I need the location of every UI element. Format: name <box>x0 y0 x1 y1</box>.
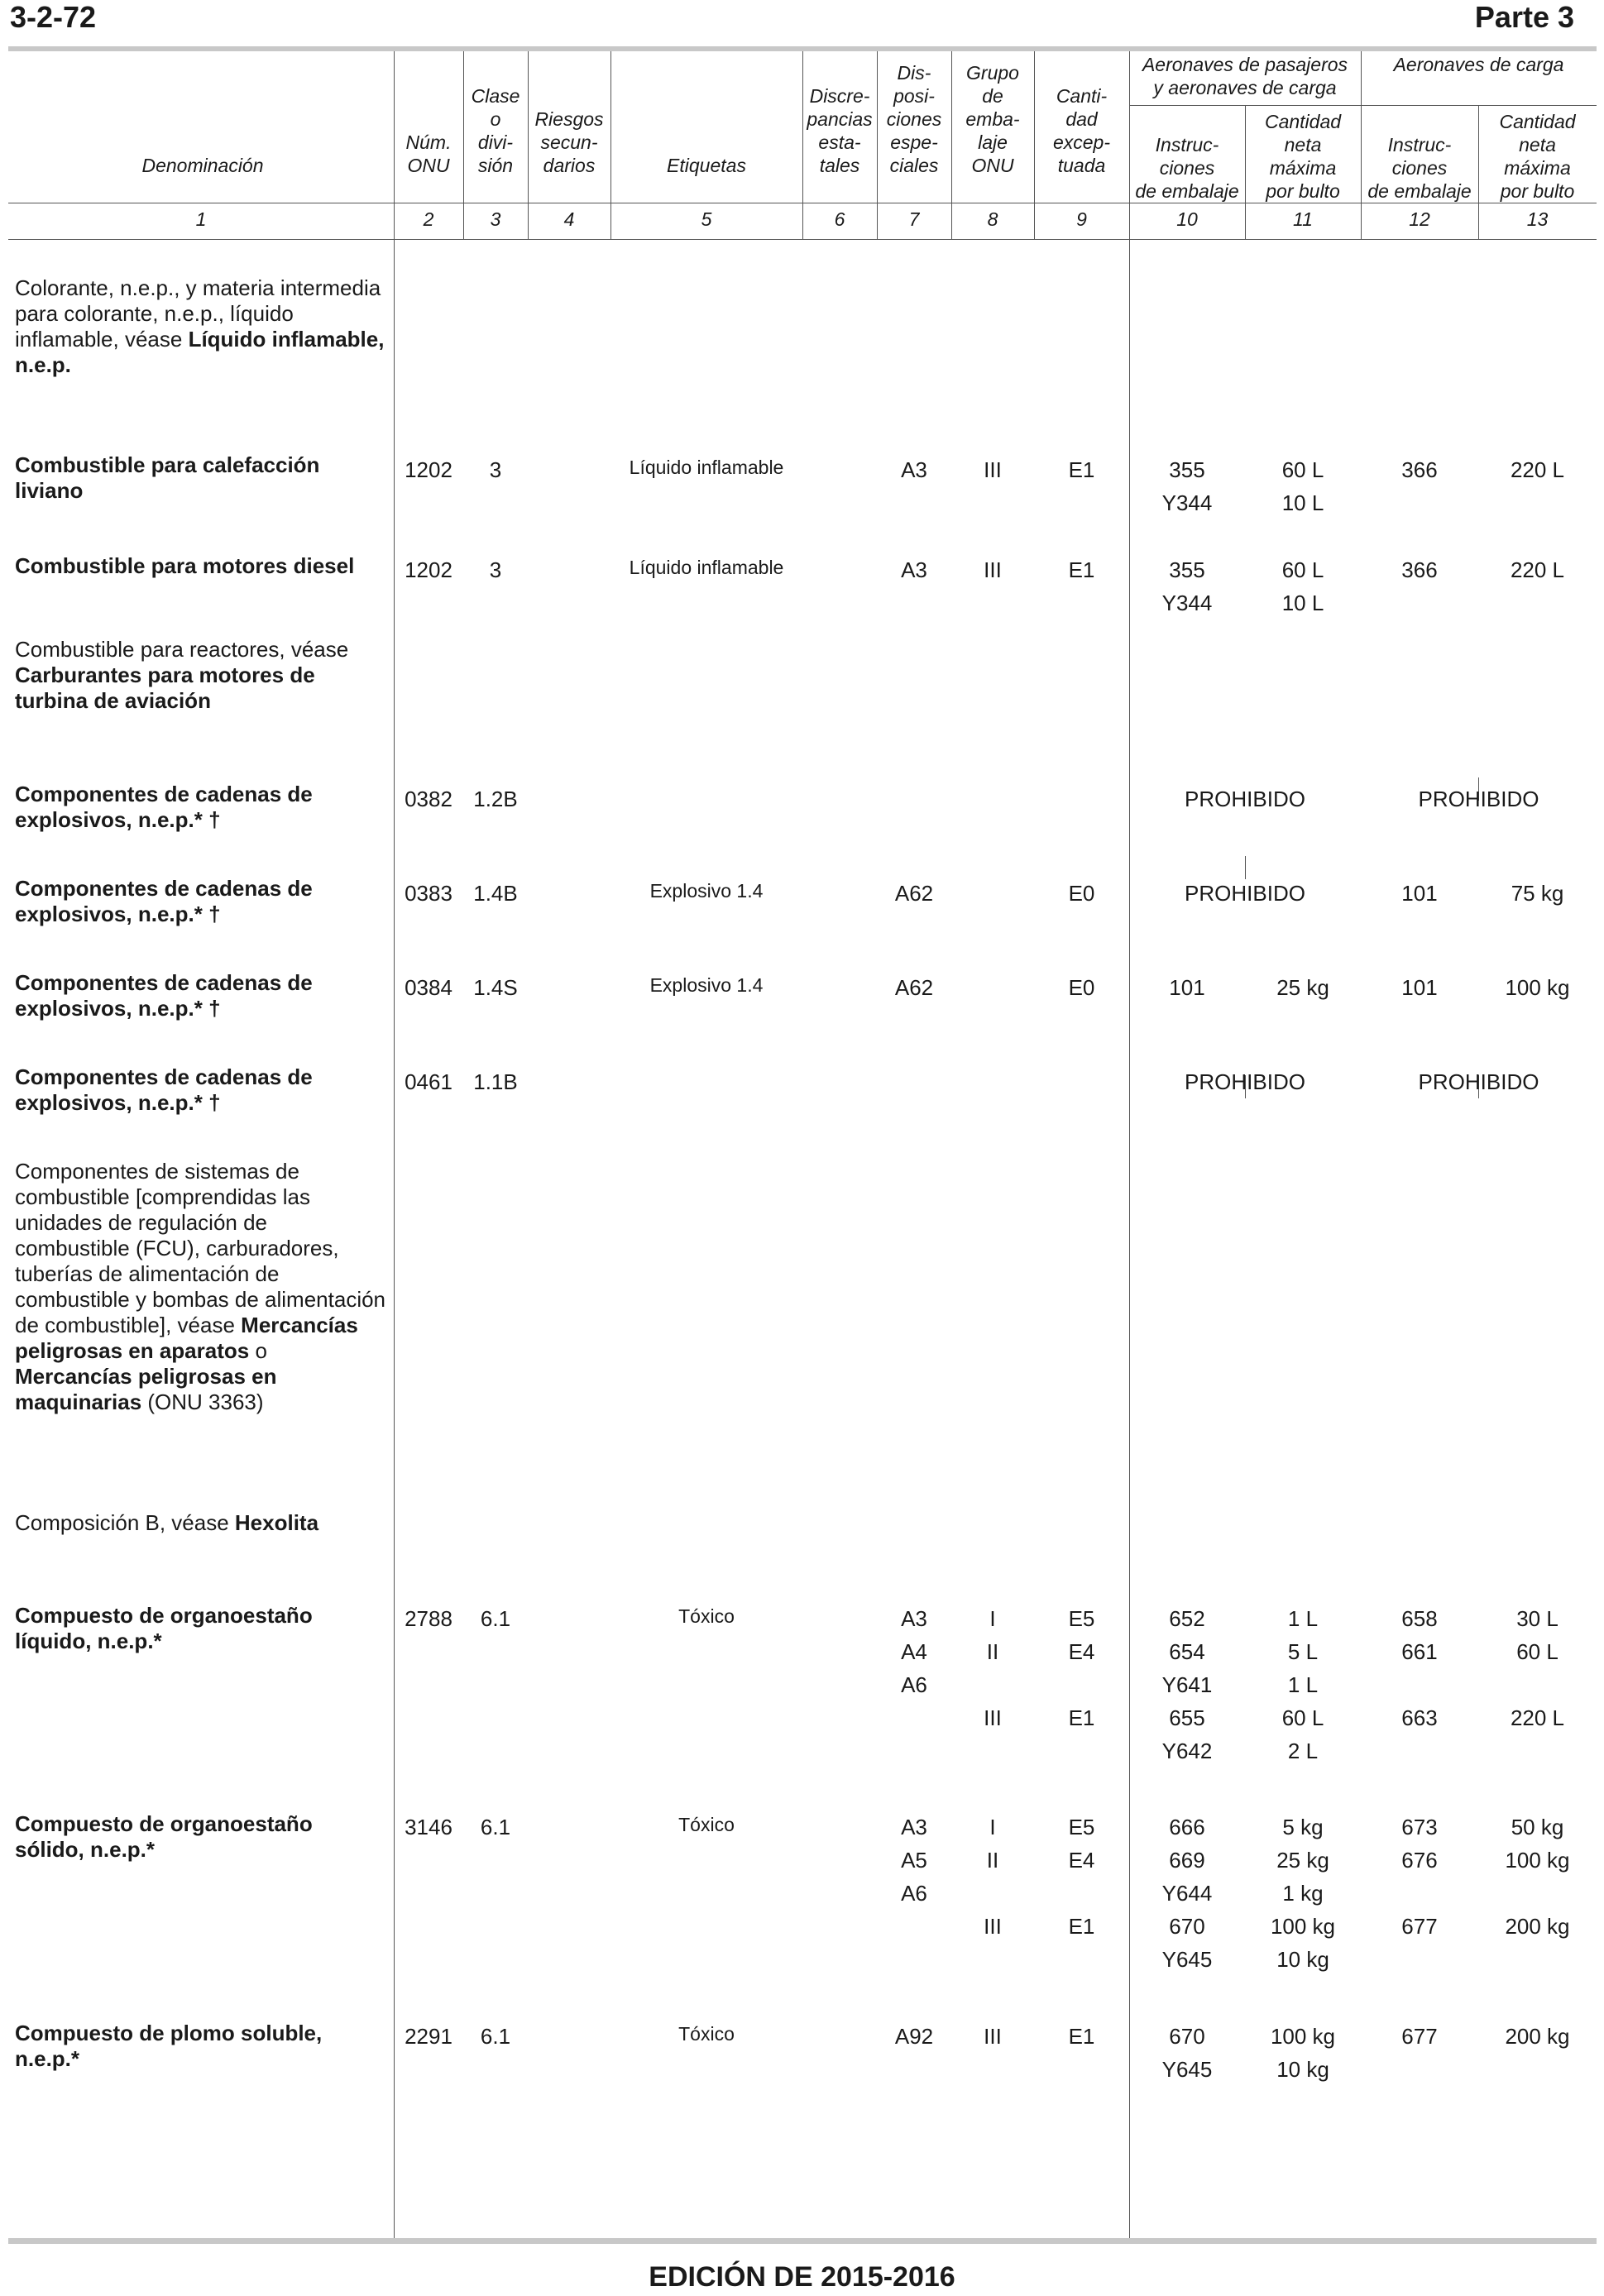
special-provisions: A62 <box>894 881 934 906</box>
label-etiqueta: Explosivo 1.4 <box>649 974 764 996</box>
header-discrepancias: Discre- pancias esta- tales <box>807 85 873 176</box>
entry-cadenas-0382: Componentes de cadenas de explosivos, n.e.p.* † <box>15 782 313 832</box>
header-clase: Clase o divi- sión <box>471 85 520 176</box>
special-provisions: A92 <box>894 2024 934 2049</box>
pi-pax: 652 654 Y641 655 Y642 <box>1161 1606 1213 1763</box>
entry-sistemas: Componentes de sistemas de combustible [comprendidas las unidades de regulación de combustible (FCU), carburadores, tuberías de alimentación de combustible y bombas de alimentación de combustible], véase Mercancías peligrosas en aparatos o Mercancías peligrosas en maquinarias (ONU 3363) <box>15 1159 386 1414</box>
label-etiqueta: Tóxico <box>678 1605 735 1627</box>
col-number: 7 <box>908 208 920 230</box>
qty-cargo: 220 L <box>1510 557 1565 582</box>
header-pi-pax: Instruc- ciones de embalaje <box>1135 134 1239 202</box>
label-etiqueta: Líquido inflamable <box>629 457 784 478</box>
packing-group: I II III <box>984 1815 1002 1939</box>
header-denominacion: Denominación <box>141 155 264 176</box>
page-number: 3-2-72 <box>10 0 97 34</box>
edition-footer: EDICIÓN DE 2015-2016 <box>649 2261 955 2293</box>
header-riesgos: Riesgos secun- darios <box>534 108 604 176</box>
entry-cadenas-0461: Componentes de cadenas de explosivos, n.e.p.* † <box>15 1064 313 1115</box>
prohibited-pax: PROHIBIDO <box>1185 787 1305 811</box>
pi-pax: 355 Y344 <box>1161 457 1213 515</box>
entry-calefaccion: Combustible para calefacción liviano <box>15 452 320 503</box>
entry-diesel: Combustible para motores diesel <box>15 553 355 578</box>
class-division: 6.1 <box>480 1815 511 1839</box>
qty-pax: 60 L 10 L <box>1281 457 1324 515</box>
qty-cargo: 200 kg <box>1505 2024 1570 2049</box>
qty-cargo: 50 kg 100 kg 200 kg <box>1505 1815 1570 1939</box>
packing-group: III <box>984 457 1002 482</box>
col-number: 1 <box>195 208 207 230</box>
header-group-cargo: Aeronaves de carga <box>1393 54 1564 75</box>
divider <box>8 239 1597 240</box>
class-division: 1.4B <box>473 881 518 906</box>
qty-pax: 25 kg <box>1276 975 1329 1000</box>
excepted-quantity: E0 <box>1068 975 1095 1000</box>
header-disposiciones: Dis- posi- ciones espe- ciales <box>886 62 942 176</box>
label-etiqueta: Líquido inflamable <box>629 557 784 578</box>
special-provisions: A3 A4 A6 <box>901 1606 927 1697</box>
prohibited-pax: PROHIBIDO <box>1185 881 1305 906</box>
special-provisions: A62 <box>894 975 934 1000</box>
col-number: 3 <box>490 208 501 230</box>
header-num-onu: Núm. ONU <box>405 132 452 176</box>
pi-cargo: 677 <box>1401 2024 1438 2049</box>
pi-pax: 101 <box>1169 975 1205 1000</box>
col-number: 12 <box>1409 208 1430 230</box>
col-number: 8 <box>987 208 998 230</box>
class-division: 3 <box>489 457 502 482</box>
header-etiquetas: Etiquetas <box>667 155 746 176</box>
header-qty-pax: Cantidad neta máxima por bulto <box>1264 111 1342 202</box>
entry-composicion: Composición B, véase Hexolita <box>15 1510 319 1535</box>
entry-colorante: Colorante, n.e.p., y materia intermedia para colorante, n.e.p., líquido inflamable, véase Líquido inflamable, n.e.p. <box>15 275 385 377</box>
pi-cargo: 366 <box>1401 457 1438 482</box>
col-number: 2 <box>423 208 434 230</box>
excepted-quantity: E0 <box>1068 881 1095 906</box>
excepted-quantity: E1 <box>1068 557 1095 582</box>
divider <box>394 51 395 2238</box>
header-qty-cargo: Cantidad neta máxima por bulto <box>1499 111 1576 202</box>
header-grupo: Grupo de emba- laje ONU <box>965 62 1020 176</box>
special-provisions: A3 <box>901 557 927 582</box>
col-number: 9 <box>1076 208 1087 230</box>
header-cantidad-exceptuada: Canti- dad excep- tuada <box>1052 85 1111 176</box>
packing-group: I II III <box>984 1606 1002 1730</box>
class-division: 1.1B <box>473 1069 518 1094</box>
un-number: 0383 <box>405 881 452 906</box>
qty-pax: 5 kg 25 kg 1 kg 100 kg 10 kg <box>1270 1815 1336 1972</box>
header-pi-cargo: Instruc- ciones de embalaje <box>1367 134 1472 202</box>
excepted-quantity: E5 E4 E1 <box>1068 1815 1095 1939</box>
col-number: 6 <box>834 208 845 230</box>
excepted-quantity: E1 <box>1068 2024 1095 2049</box>
un-number: 0461 <box>405 1069 452 1094</box>
qty-pax: 60 L 10 L <box>1281 557 1324 615</box>
header-group-pax: Aeronaves de pasajeros y aeronaves de carga <box>1142 54 1348 98</box>
divider <box>1245 856 1246 879</box>
divider <box>1129 105 1597 106</box>
class-division: 3 <box>489 557 502 582</box>
excepted-quantity: E5 E4 E1 <box>1068 1606 1095 1730</box>
label-etiqueta: Tóxico <box>678 2023 735 2045</box>
un-number: 0382 <box>405 787 452 811</box>
qty-cargo: 75 kg <box>1511 881 1564 906</box>
qty-cargo: 220 L <box>1510 457 1565 482</box>
prohibited-cargo: PROHIBIDO <box>1418 787 1539 811</box>
class-division: 1.2B <box>473 787 518 811</box>
un-number: 2788 <box>405 1606 452 1631</box>
class-division: 6.1 <box>480 2024 511 2049</box>
special-provisions: A3 <box>901 457 927 482</box>
entry-organoestano-solido: Compuesto de organoestaño sólido, n.e.p.* <box>15 1811 313 1862</box>
col-number: 11 <box>1293 208 1313 230</box>
col-number: 13 <box>1526 208 1549 230</box>
un-number: 0384 <box>405 975 452 1000</box>
qty-pax: 100 kg 10 kg <box>1270 2024 1336 2082</box>
un-number: 3146 <box>405 1815 452 1839</box>
pi-cargo: 101 <box>1401 975 1438 1000</box>
part-title: Parte 3 <box>1474 0 1574 34</box>
pi-pax: 670 Y645 <box>1161 2024 1213 2082</box>
qty-cargo: 100 kg <box>1505 975 1570 1000</box>
entry-organoestano-liquido: Compuesto de organoestaño líquido, n.e.p.* <box>15 1603 313 1653</box>
pi-cargo: 658 661 663 <box>1401 1606 1438 1730</box>
col-number: 4 <box>563 208 575 230</box>
bottom-rule <box>8 2238 1597 2244</box>
un-number: 2291 <box>405 2024 452 2049</box>
entry-cadenas-0384: Componentes de cadenas de explosivos, n.e.p.* † <box>15 970 313 1021</box>
label-etiqueta: Explosivo 1.4 <box>649 880 764 902</box>
prohibited-cargo: PROHIBIDO <box>1418 1069 1539 1094</box>
excepted-quantity: E1 <box>1068 457 1095 482</box>
pi-pax: 666 669 Y644 670 Y645 <box>1161 1815 1213 1972</box>
special-provisions: A3 A5 A6 <box>901 1815 927 1906</box>
entry-plomo-soluble: Compuesto de plomo soluble, n.e.p.* <box>15 2021 323 2071</box>
qty-cargo: 30 L 60 L 220 L <box>1510 1606 1565 1730</box>
class-division: 6.1 <box>480 1606 511 1631</box>
qty-pax: 1 L 5 L 1 L 60 L 2 L <box>1281 1606 1324 1763</box>
col-number: 5 <box>701 208 712 230</box>
packing-group: III <box>984 557 1002 582</box>
pi-pax: 355 Y344 <box>1161 557 1213 615</box>
pi-cargo: 101 <box>1401 881 1438 906</box>
entry-cadenas-0383: Componentes de cadenas de explosivos, n.e.p.* † <box>15 876 313 926</box>
un-number: 1202 <box>405 457 452 482</box>
pi-cargo: 673 676 677 <box>1401 1815 1438 1939</box>
label-etiqueta: Tóxico <box>678 1814 735 1835</box>
col-number: 10 <box>1176 208 1198 230</box>
prohibited-pax: PROHIBIDO <box>1185 1069 1305 1094</box>
entry-reactores: Combustible para reactores, véase Carburantes para motores de turbina de aviación <box>15 637 349 713</box>
pi-cargo: 366 <box>1401 557 1438 582</box>
packing-group: III <box>984 2024 1002 2049</box>
un-number: 1202 <box>405 557 452 582</box>
class-division: 1.4S <box>473 975 518 1000</box>
